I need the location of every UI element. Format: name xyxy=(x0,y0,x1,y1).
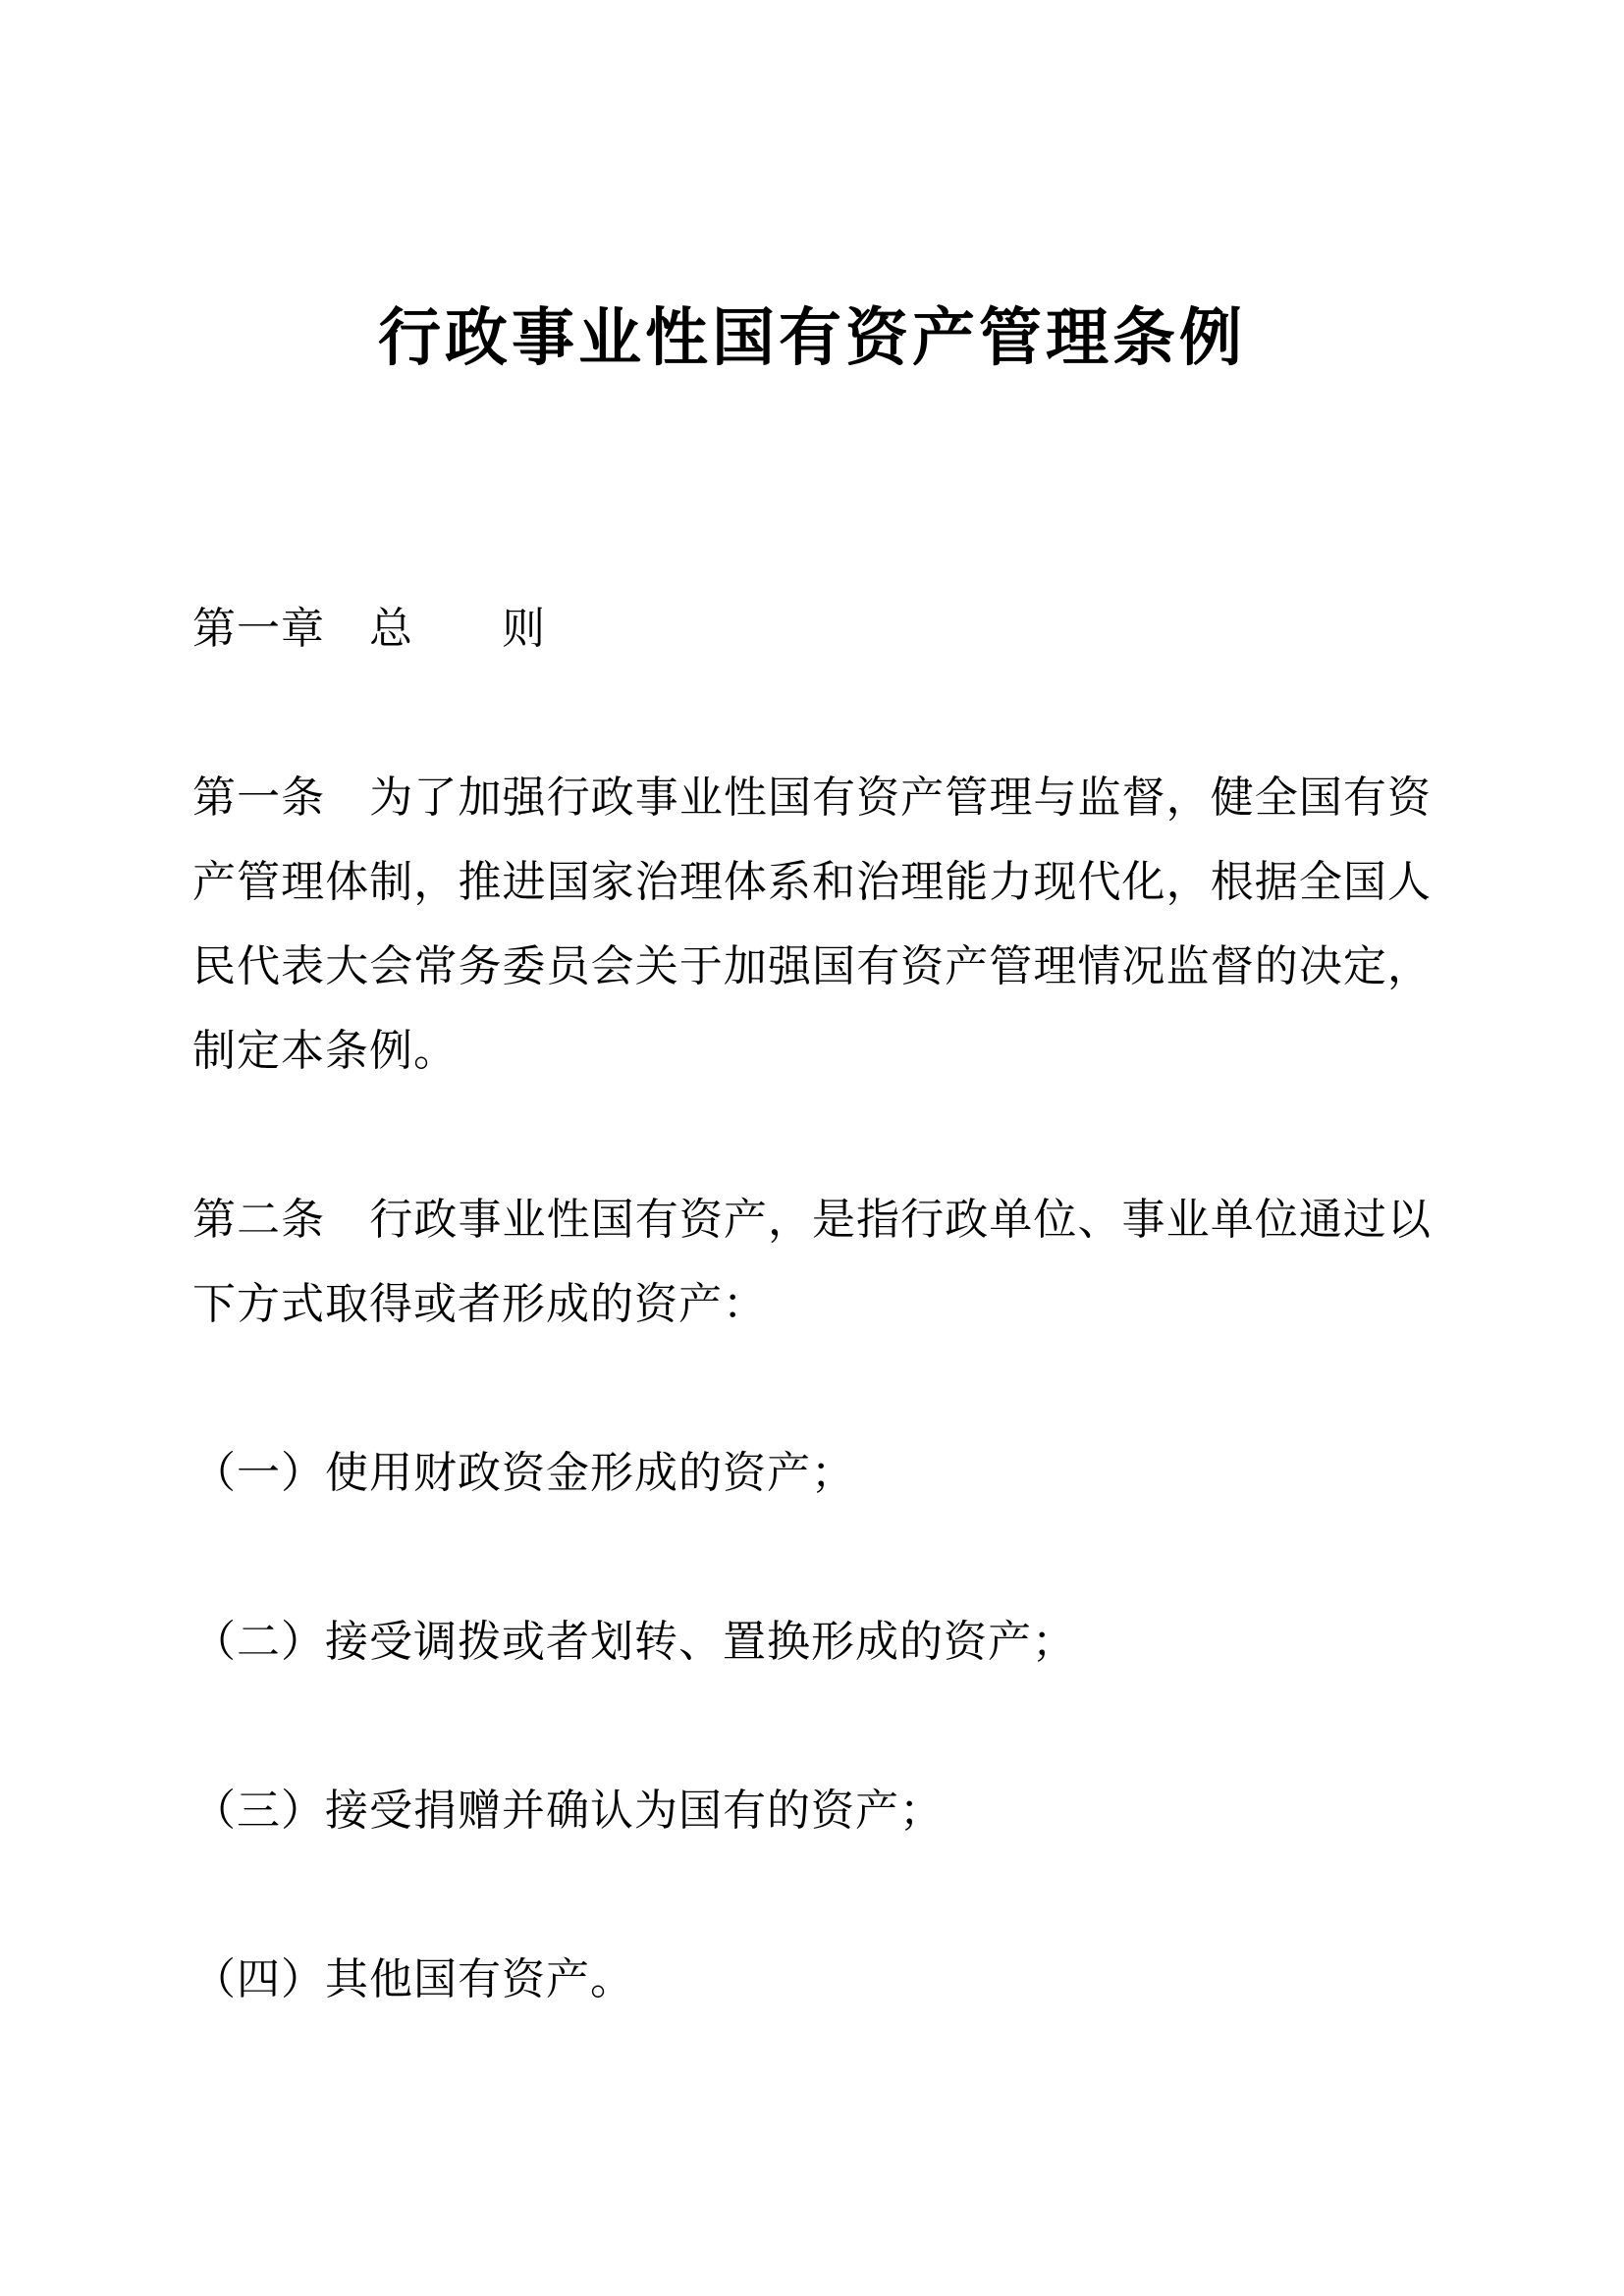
article-2-paragraph: 第二条 行政事业性国有资产，是指行政单位、事业单位通过以下方式取得或者形成的资产： xyxy=(192,1196,1432,1328)
document-title: 行政事业性国有资产管理条例 xyxy=(378,303,1246,373)
chapter-heading: 第一章 总 则 xyxy=(192,605,546,653)
clause-item-2: （二）接受调拨或者划转、置换形成的资产； xyxy=(192,1618,1076,1666)
clause-item-3: （三）接受捐赠并确认为国有的资产； xyxy=(192,1787,944,1835)
clause-item-1: （一）使用财政资金形成的资产； xyxy=(192,1449,855,1497)
article-1-paragraph: 第一条 为了加强行政事业性国有资产管理与监督，健全国有资产管理体制，推进国家治理体系和治理能力现代化，根据全国人民代表大会常务委员会关于加强国有资产管理情况监督的决定，制定本条例。 xyxy=(192,774,1432,1075)
clause-item-4: （四）其他国有资产。 xyxy=(192,1955,634,2003)
